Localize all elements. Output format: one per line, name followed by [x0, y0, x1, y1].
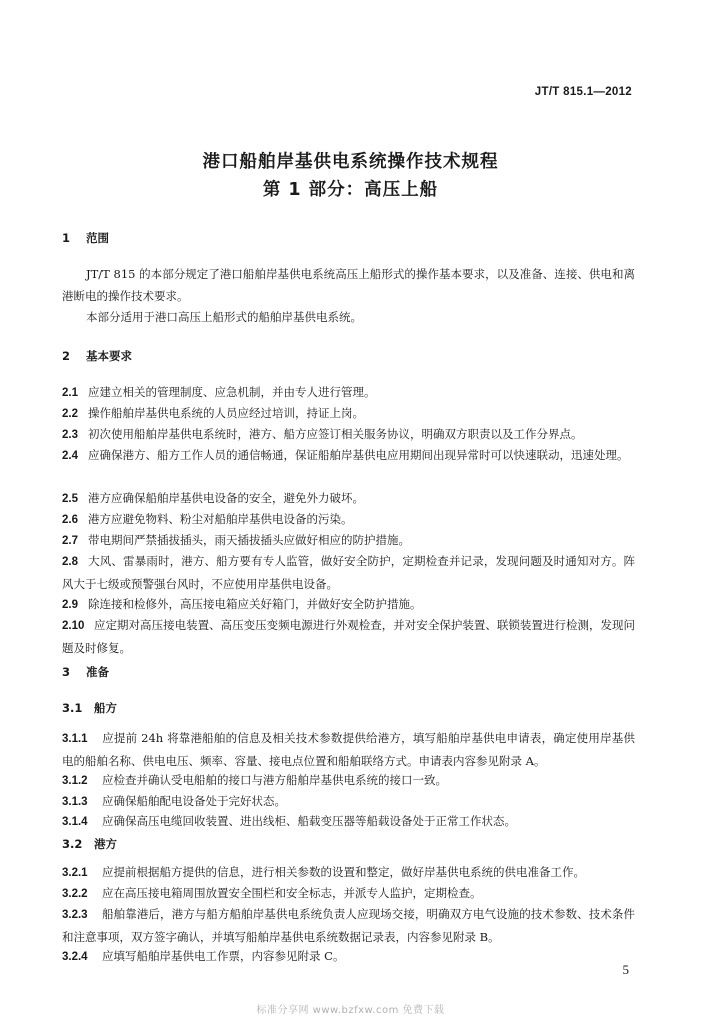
clause-number: 3.2.3 — [62, 909, 88, 921]
clause-text: 应确保高压电缆回收装置、进出线柜、船载变压器等船载设备处于正常工作状态。 — [102, 814, 516, 828]
subsection-title: 船方 — [94, 701, 117, 715]
subsection-3-1-heading — [62, 700, 117, 716]
clause-text: 港方应避免物料、粉尘对船舶岸基供电设备的污染。 — [88, 512, 353, 526]
clause-item — [62, 883, 635, 906]
clause-text: 应在高压接电箱周围放置安全围栏和安全标志，并派专人监护，定期检查。 — [102, 886, 482, 900]
clause-item — [62, 811, 635, 834]
clause-text: 除连接和检修外，高压接电箱应关好箱门，并做好安全防护措施。 — [88, 597, 422, 611]
clause-number: 2.10 — [62, 620, 85, 632]
subsection-number: 3.2 — [62, 837, 83, 851]
clause-text: 应确保港方、船方工作人员的通信畅通，保证船舶岸基供电应用期间出现异常时可以快速联动，迅速处理。 — [88, 448, 629, 462]
clause-number: 3.1.3 — [62, 796, 88, 808]
clause-item — [62, 946, 635, 969]
clause-number: 2.2 — [62, 408, 78, 420]
clause-item — [62, 728, 635, 772]
clause-number: 2.6 — [62, 514, 78, 526]
clause-text: 大风、雷暴雨时，港方、船方要有专人监管，做好安全防护，定期检查并记录，发现问题及时通知对方。阵风大于七级或预警强台风时，不应使用岸基供电设备。 — [62, 554, 635, 591]
clause-item — [62, 530, 635, 553]
clause-item — [62, 509, 635, 532]
clause-text: 应定期对高压接电装置、高压变压变频电源进行外观检查，并对安全保护装置、联锁装置进行检测，发现问题及时修复。 — [62, 618, 635, 655]
page-number: 5 — [622, 962, 629, 977]
section-title: 基本要求 — [86, 349, 132, 363]
clause-item — [62, 594, 635, 617]
clause-number: 2.9 — [62, 599, 78, 611]
clause-number: 2.5 — [62, 493, 78, 505]
clause-item — [62, 403, 635, 426]
clause-item — [62, 551, 635, 595]
clause-text: 应检查并确认受电船舶的接口与港方船舶岸基供电系统的接口一致。 — [102, 773, 447, 787]
section-number: 3 — [62, 665, 71, 679]
document-title: 港口船舶岸基供电系统操作技术规程 — [202, 152, 499, 172]
section-3-heading — [62, 664, 109, 680]
clause-number: 2.7 — [62, 535, 78, 547]
clause-text: 应填写船舶岸基供电工作票，内容参见附录 C。 — [102, 949, 345, 963]
clause-number: 2.8 — [62, 556, 78, 568]
clause-text: 船舶靠港后，港方与船方船舶岸基供电系统负责人应现场交接，明确双方电气设施的技术参数、技术条件和注意事项，双方签字确认，并填写船舶岸基供电系统数据记录表，内容参见附录 B。 — [62, 907, 635, 944]
clause-text: 带电期间严禁插拔插头，雨天插拔插头应做好相应的防护措施。 — [88, 533, 410, 547]
clause-text: 操作船舶岸基供电系统的人员应经过培训，持证上岗。 — [88, 406, 364, 420]
clause-text: 应提前根据船方提供的信息，进行相关参数的设置和整定，做好岸基供电系统的供电准备工作。 — [102, 865, 585, 879]
clause-text: 应建立相关的管理制度、应急机制，并由专人进行管理。 — [88, 385, 376, 399]
section-number: 1 — [62, 231, 71, 245]
clause-item — [62, 904, 635, 948]
clause-text: 应确保船舶配电设备处于完好状态。 — [102, 794, 286, 808]
paragraph: JT/T 815 的本部分规定了港口船舶岸基供电系统高压上船形式的操作基本要求，以及准备、连接、供电和离港断电的操作技术要求。 — [62, 267, 635, 303]
clause-item — [62, 862, 635, 885]
clause-number: 3.2.2 — [62, 888, 88, 900]
clause-number: 2.1 — [62, 387, 78, 399]
section-1-heading — [62, 230, 109, 246]
clause-number: 3.1.2 — [62, 775, 88, 787]
document-subtitle: 第 1 部分：高压上船 — [262, 180, 439, 200]
clause-item — [62, 615, 635, 659]
clause-number: 2.3 — [62, 429, 78, 441]
clause-item — [62, 488, 635, 511]
clause-text: 港方应确保船舶岸基供电设备的安全，避免外力破坏。 — [88, 491, 364, 505]
clause-text: 初次使用船舶岸基供电系统时，港方、船方应签订相关服务协议，明确双方职责以及工作分界点。 — [88, 427, 583, 441]
subsection-title: 港方 — [94, 837, 117, 851]
clause-text: 应提前 24h 将靠港船舶的信息及相关技术参数提供给港方，填写船舶岸基供电申请表，确定使用岸基供电的船舶名称、供电电压、频率、容量、接电点位置和船舶联络方式。申请表内容参见附录 A。 — [62, 731, 635, 768]
clause-item — [62, 445, 635, 468]
subsection-number: 3.1 — [62, 701, 83, 715]
section-title: 准备 — [86, 665, 109, 679]
clause-item — [62, 770, 635, 793]
clause-item — [62, 382, 635, 405]
watermark: 标准分享网 www.bzfxw.com 免费下载 — [256, 1005, 445, 1016]
section-number: 2 — [62, 349, 71, 363]
paragraph: 本部分适用于港口高压上船形式的船舶岸基供电系统。 — [86, 310, 362, 324]
standard-code: JT/T 815.1—2012 — [534, 86, 632, 98]
clause-number: 3.2.4 — [62, 951, 88, 963]
section-title: 范围 — [86, 231, 109, 245]
section-2-heading — [62, 348, 132, 364]
subsection-3-2-heading — [62, 836, 117, 852]
clause-number: 3.2.1 — [62, 867, 88, 879]
clause-number: 2.4 — [62, 450, 78, 462]
clause-item — [62, 424, 635, 447]
clause-number: 3.1.1 — [62, 733, 88, 745]
clause-number: 3.1.4 — [62, 816, 88, 828]
